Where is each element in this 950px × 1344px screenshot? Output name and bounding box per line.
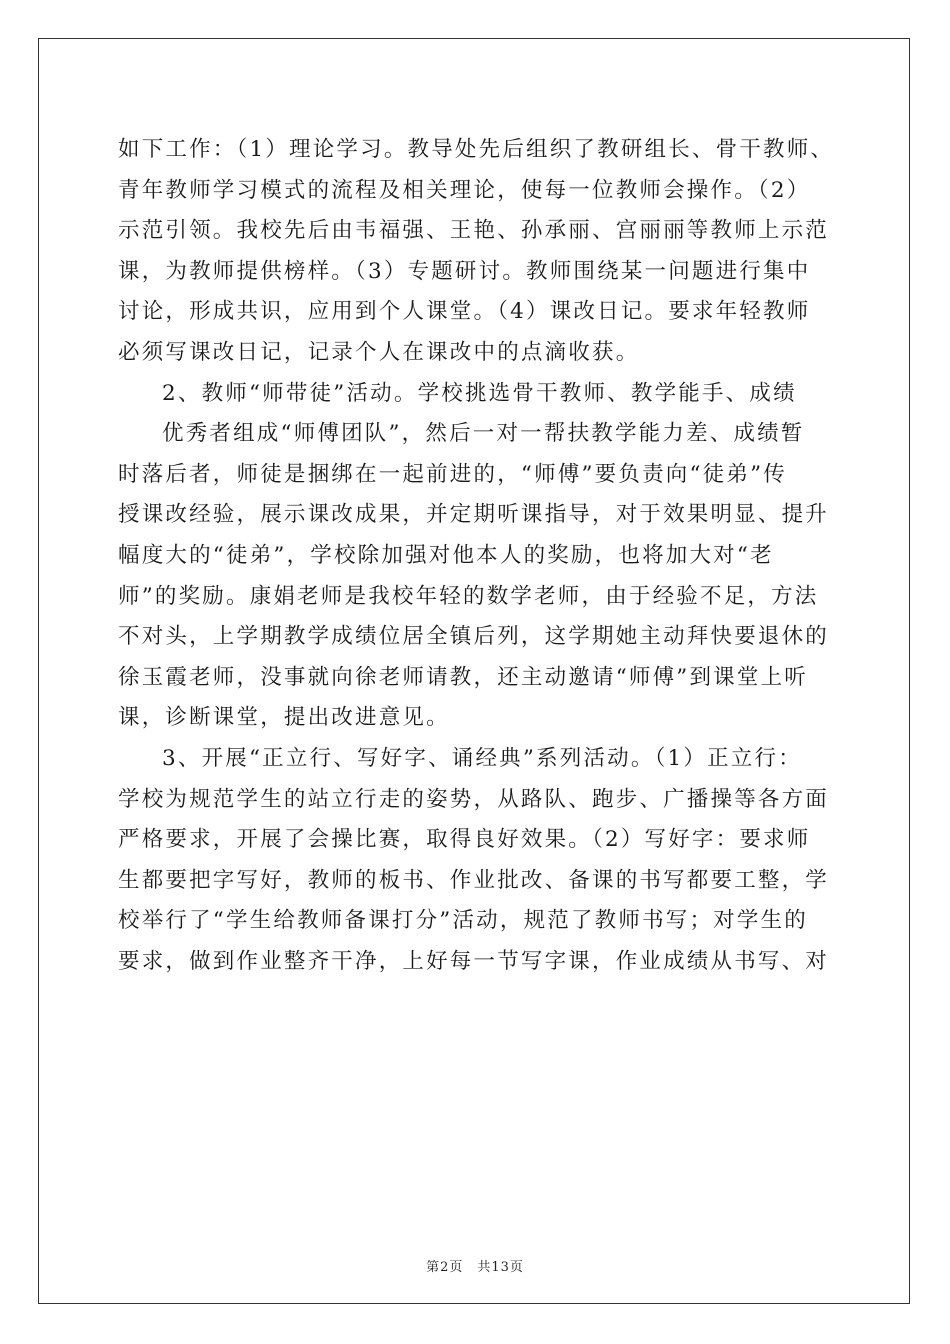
text-line: 幅度大的“徒弟”，学校除加强对他本人的奖励，也将加大对“老 (118, 542, 774, 568)
text-line: 生都要把字写好，教师的板书、作业批改、备课的书写都要工整，学 (118, 867, 830, 893)
page-footer (0, 1256, 950, 1275)
text-line: 授课改经验，展示课改成果，并定期听课指导，对于效果明显、提升 (118, 502, 830, 528)
paragraph-start-line: 3、开展“正立行、写好字、诵经典”系列活动。（1）正立行： (162, 745, 802, 771)
text-line: 讨论，形成共识，应用到个人课堂。（4）课改日记。要求年轻教师 (118, 299, 811, 325)
text-line: 课，为教师提供榜样。（3）专题研讨。教师围绕某一问题进行集中 (118, 258, 811, 284)
text-line: 要求，做到作业整齐干净，上好每一节写字课，作业成绩从书写、对 (118, 948, 830, 974)
text-line: 学校为规范学生的站立行走的姿势，从路队、跑步、广播操等各方面 (118, 786, 830, 812)
text-line: 如下工作：（1）理论学习。教导处先后组织了教研组长、骨干教师、 (118, 137, 835, 162)
page-total: 共13页 (477, 1260, 524, 1275)
text-line: 时落后者，师徒是捆绑在一起前进的，“师傅”要负责向“徒弟”传 (118, 461, 787, 487)
text-line: 不对头，上学期教学成绩位居全镇后列，这学期她主动拜快要退休的 (118, 624, 830, 650)
paragraph-start-line: 2、教师“师带徒”活动。学校挑选骨干教师、教学能手、成绩 (162, 380, 797, 406)
body-text (118, 130, 838, 982)
text-line: 必须写课改日记，记录个人在课改中的点滴收获。 (118, 339, 640, 365)
text-line: 示范引领。我校先后由韦福强、王艳、孙承丽、宫丽丽等教师上示范 (118, 218, 830, 244)
text-line: 青年教师学习模式的流程及相关理论，使每一位教师会操作。（2） (118, 177, 811, 203)
text-line: 师”的奖励。康娟老师是我校年轻的数学老师，由于经验不足，方法 (118, 583, 819, 609)
text-line: 徐玉霞老师，没事就向徐老师请教，还主动邀请“师傅”到课堂上听 (118, 664, 808, 690)
text-line: 严格要求，开展了会操比赛，取得良好效果。（2）写好字：要求师 (118, 827, 811, 853)
text-line: 优秀者组成“师傅团队”，然后一对一帮扶教学能力差、成绩暂 (162, 421, 805, 447)
page-number: 第2页 (426, 1260, 464, 1275)
text-line: 校举行了“学生给教师备课打分”活动，规范了教师书写；对学生的 (118, 908, 808, 934)
text-line: 课，诊断课堂，提出改进意见。 (118, 705, 450, 731)
